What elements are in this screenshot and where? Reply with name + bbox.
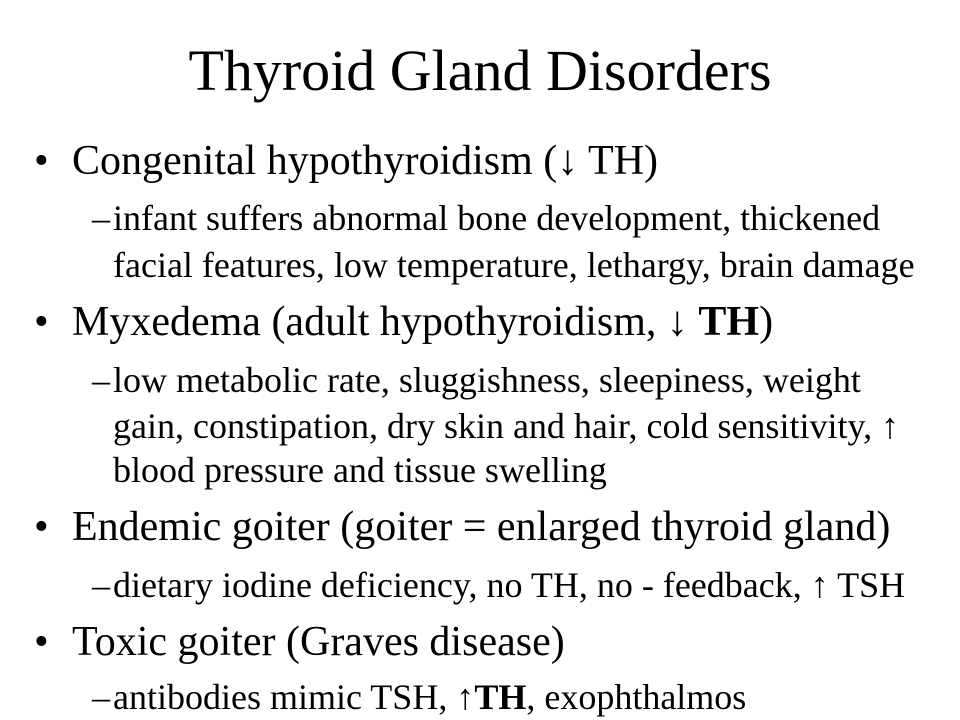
bullet-marker: • [34, 138, 49, 184]
sub-bullet-text: infant suffers abnormal bone development, thickened [113, 198, 881, 238]
slide-title: Thyroid Gland Disorders [188, 38, 772, 103]
sub-bullet-marker: – [92, 360, 110, 400]
sub-bullet-text-bold: TH [474, 677, 527, 717]
sub-bullet-text: dietary iodine deficiency, no TH, no - feedback, ↑ TSH [113, 565, 906, 605]
bullet-text-part: ) [759, 299, 774, 345]
bullet-marker: • [34, 619, 49, 665]
sub-bullet-text: low metabolic rate, sluggishness, sleepiness, weight [113, 360, 861, 400]
sub-bullet-text-part: , exophthalmos [526, 677, 747, 717]
bullet-marker: • [34, 299, 49, 345]
sub-bullet-marker: – [92, 565, 110, 605]
bullet-marker: • [34, 504, 49, 550]
sub-bullet-marker: – [92, 677, 110, 717]
sub-bullet-text: facial features, low temperature, lethargy, brain damage [113, 245, 915, 285]
sub-bullet-marker: – [92, 198, 110, 238]
sub-bullet-text-part: antibodies mimic TSH, ↑ [113, 677, 475, 717]
bullet-text-congenital-hypothyroidism: Congenital hypothyroidism (↓ TH) [72, 138, 659, 184]
sub-bullet-text: blood pressure and tissue swelling [113, 450, 607, 490]
bullet-text-bold: TH [698, 299, 760, 345]
bullet-text-toxic-goiter: Toxic goiter (Graves disease) [72, 619, 565, 665]
bullet-text-myxedema [72, 297, 773, 347]
sub-bullet-text [113, 675, 746, 719]
sub-bullet-text: gain, constipation, dry skin and hair, cold sensitivity, ↑ [113, 406, 900, 446]
bullet-text-part: Myxedema (adult hypothyroidism, ↓ [72, 299, 699, 345]
bullet-text-endemic-goiter: Endemic goiter (goiter = enlarged thyroid gland) [72, 504, 891, 550]
